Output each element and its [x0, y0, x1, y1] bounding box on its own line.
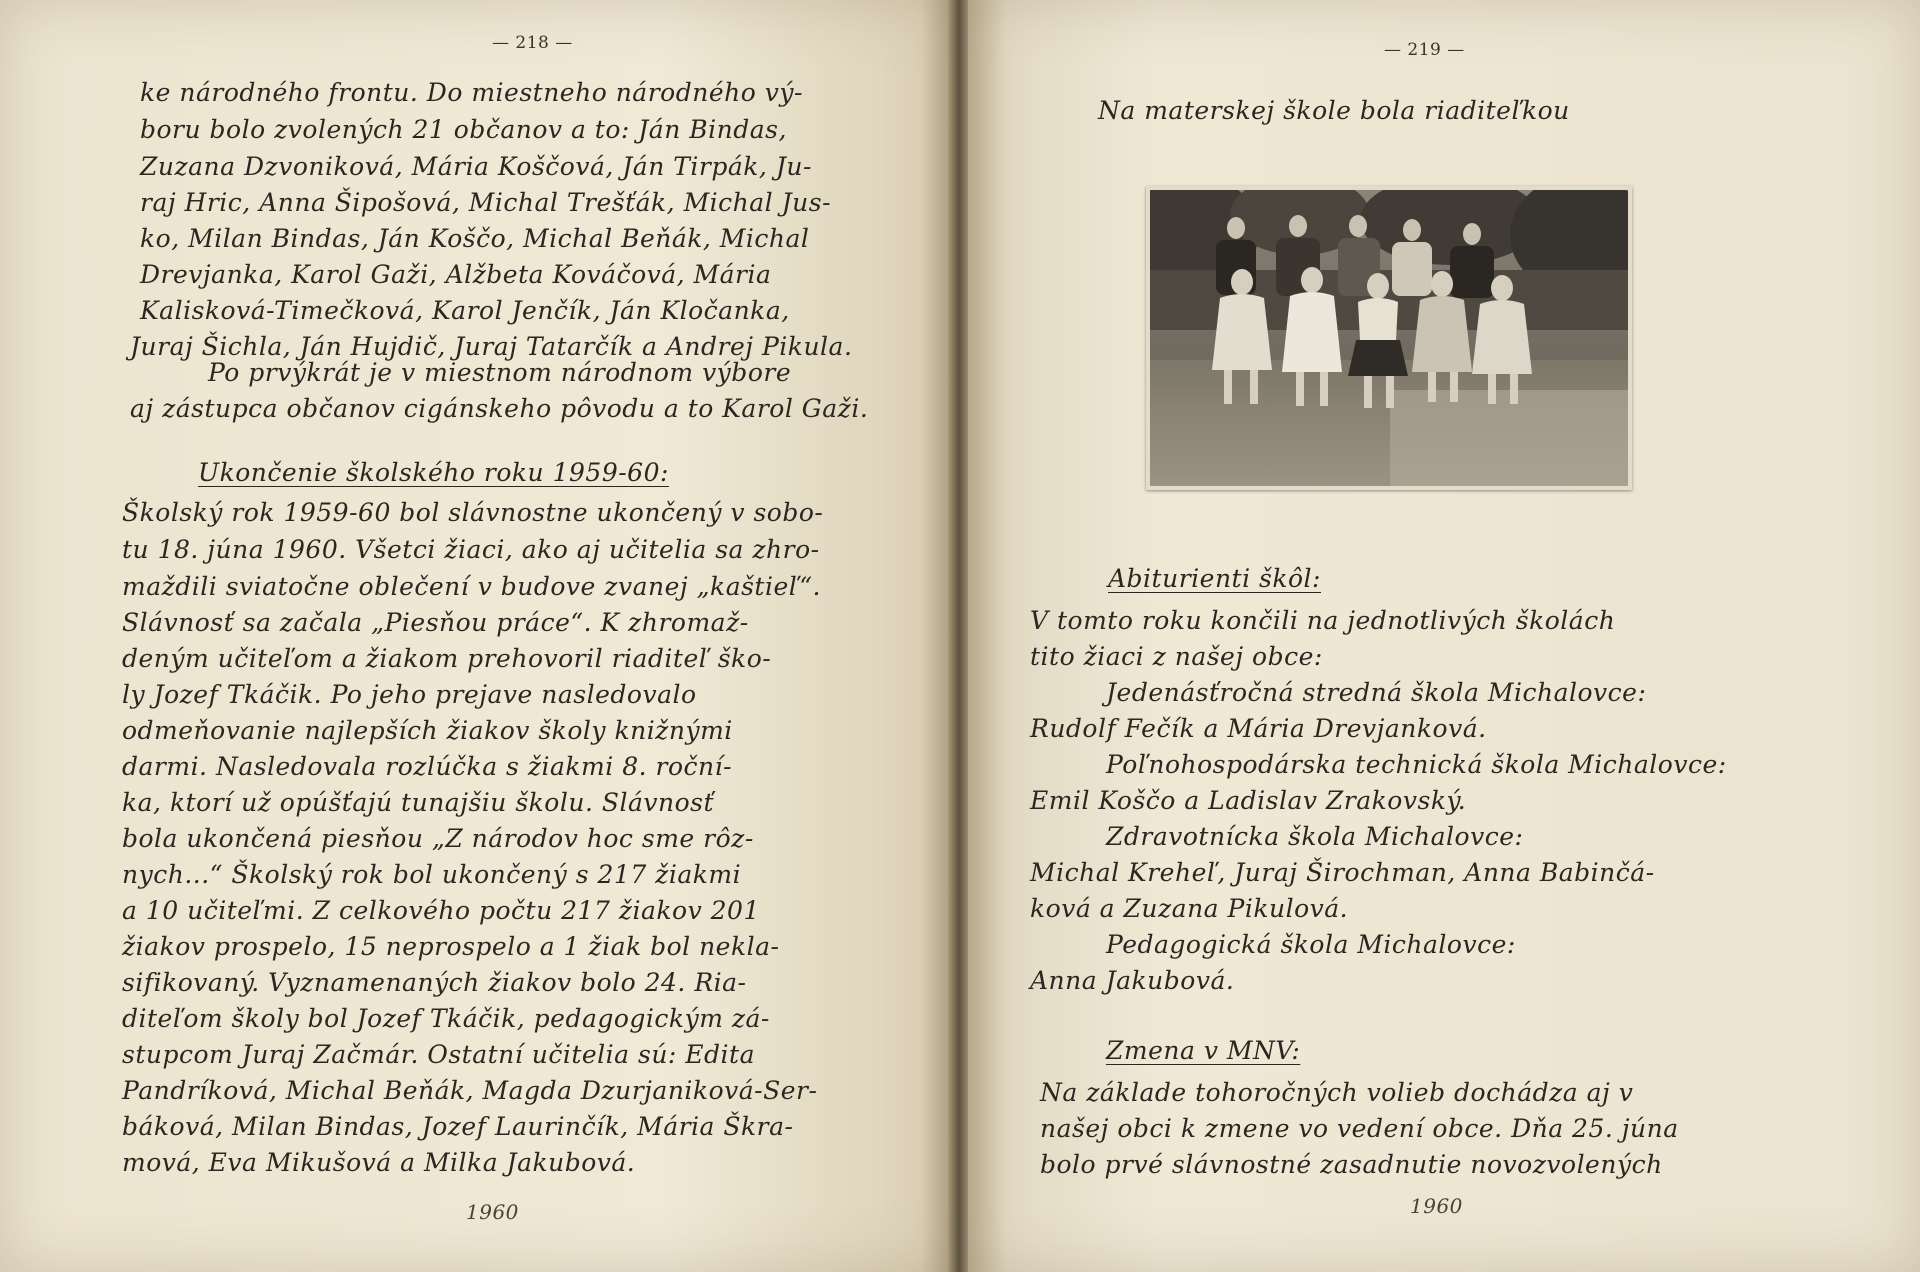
left-line-5: ko, Milan Bindas, Ján Koščo, Michal Beňák, Michal — [140, 224, 810, 253]
left-line-10: aj zástupca občanov cigánskeho pôvodu a to Karol Gaži. — [130, 394, 869, 423]
kindergarten-caption: Na materskej škole bola riaditeľkou — [1098, 96, 1570, 125]
section-line-9: ka, ktorí už opúšťajú tunajšiu školu. Slávnosť — [122, 788, 715, 817]
graduates-line-8: Michal Kreheľ, Juraj Širochman, Anna Babinčá- — [1030, 858, 1655, 887]
mnv-line-1: Na základe tohoročných volieb dochádza aj v — [1040, 1078, 1634, 1107]
section-line-13: žiakov prospelo, 15 neprospelo a 1 žiak bol nekla- — [122, 932, 780, 961]
section-line-12: a 10 učiteľmi. Z celkového počtu 217 žiakov 201 — [122, 896, 760, 925]
left-line-8: Juraj Šichla, Ján Hujdič, Juraj Tatarčík a Andrej Pikula. — [130, 332, 853, 361]
graduates-line-11: Anna Jakubová. — [1030, 966, 1235, 995]
section-line-14: sifikovaný. Vyznamenaných žiakov bolo 24. Ria- — [122, 968, 747, 997]
left-line-3: Zuzana Dzvoniková, Mária Koščová, Ján Tirpák, Ju- — [140, 152, 812, 181]
graduates-line-2: tito žiaci z našej obce: — [1030, 642, 1323, 671]
left-line-6: Drevjanka, Karol Gaži, Alžbeta Kováčová, Mária — [140, 260, 772, 289]
graduates-heading: Abiturienti škôl: — [1108, 564, 1321, 593]
mnv-line-2: našej obci k zmene vo vedení obce. Dňa 25. júna — [1040, 1114, 1679, 1143]
section-line-8: darmi. Nasledovala rozlúčka s žiakmi 8. roční- — [122, 752, 733, 781]
right-page-number: — 219 — — [1384, 40, 1465, 60]
graduates-line-1: V tomto roku končili na jednotlivých školách — [1030, 606, 1616, 635]
left-line-9: Po prvýkrát je v miestnom národnom výbore — [208, 358, 792, 387]
section-line-16: stupcom Juraj Začmár. Ostatní učitelia sú: Edita — [122, 1040, 755, 1069]
left-year-footer: 1960 — [466, 1200, 519, 1224]
graduates-line-4: Rudolf Fečík a Mária Drevjanková. — [1030, 714, 1487, 743]
left-line-1: ke národného frontu. Do miestneho národného vý- — [140, 78, 803, 107]
graduates-line-7: Zdravotnícka škola Michalovce: — [1106, 822, 1524, 851]
graduates-line-9: ková a Zuzana Pikulová. — [1030, 894, 1349, 923]
mnv-change-heading: Zmena v MNV: — [1106, 1036, 1301, 1065]
section-line-6: ly Jozef Tkáčik. Po jeho prejave nasledovalo — [122, 680, 697, 709]
mnv-line-3: bolo prvé slávnostné zasadnutie novozvolených — [1040, 1150, 1663, 1179]
section-line-10: bola ukončená piesňou „Z národov hoc sme rôz- — [122, 824, 754, 853]
section-line-4: Slávnosť sa začala „Piesňou práce“. K zhromaž- — [122, 608, 749, 637]
section-line-18: báková, Milan Bindas, Jozef Laurinčík, Mária Škra- — [122, 1112, 794, 1141]
graduates-line-10: Pedagogická škola Michalovce: — [1106, 930, 1516, 959]
left-line-7: Kalisková-Timečková, Karol Jenčík, Ján Kločanka, — [140, 296, 790, 325]
left-line-4: raj Hric, Anna Šipošová, Michal Trešťák, Michal Jus- — [140, 188, 832, 217]
group-photograph — [1150, 190, 1628, 486]
section-line-19: mová, Eva Mikušová a Milka Jakubová. — [122, 1148, 636, 1177]
left-page-number: — 218 — — [492, 33, 573, 53]
section-line-15: diteľom školy bol Jozef Tkáčik, pedagogickým zá- — [122, 1004, 770, 1033]
section-line-11: nych...“ Školský rok bol ukončený s 217 žiakmi — [122, 860, 742, 889]
section-line-3: maždili sviatočne oblečení v budove zvanej „kaštieľ“. — [122, 572, 821, 601]
graduates-line-3: Jedenásťročná stredná škola Michalovce: — [1106, 678, 1647, 707]
school-year-end-heading: Ukončenie školského roku 1959-60: — [198, 458, 669, 487]
section-line-7: odmeňovanie najlepších žiakov školy knižnými — [122, 716, 733, 745]
section-line-17: Pandríková, Michal Beňák, Magda Dzurjaniková-Ser- — [122, 1076, 818, 1105]
section-line-5: deným učiteľom a žiakom prehovoril riaditeľ ško- — [122, 644, 772, 673]
graduates-line-6: Emil Koščo a Ladislav Zrakovský. — [1030, 786, 1467, 815]
right-year-footer: 1960 — [1410, 1194, 1463, 1218]
left-line-2: boru bolo zvolených 21 občanov a to: Ján Bindas, — [140, 115, 787, 144]
book-gutter — [948, 0, 970, 1272]
section-line-1: Školský rok 1959-60 bol slávnostne ukončený v sobo- — [122, 498, 824, 527]
section-line-2: tu 18. júna 1960. Všetci žiaci, ako aj učitelia sa zhro- — [122, 535, 820, 564]
graduates-line-5: Poľnohospodárska technická škola Michalovce: — [1106, 750, 1727, 779]
